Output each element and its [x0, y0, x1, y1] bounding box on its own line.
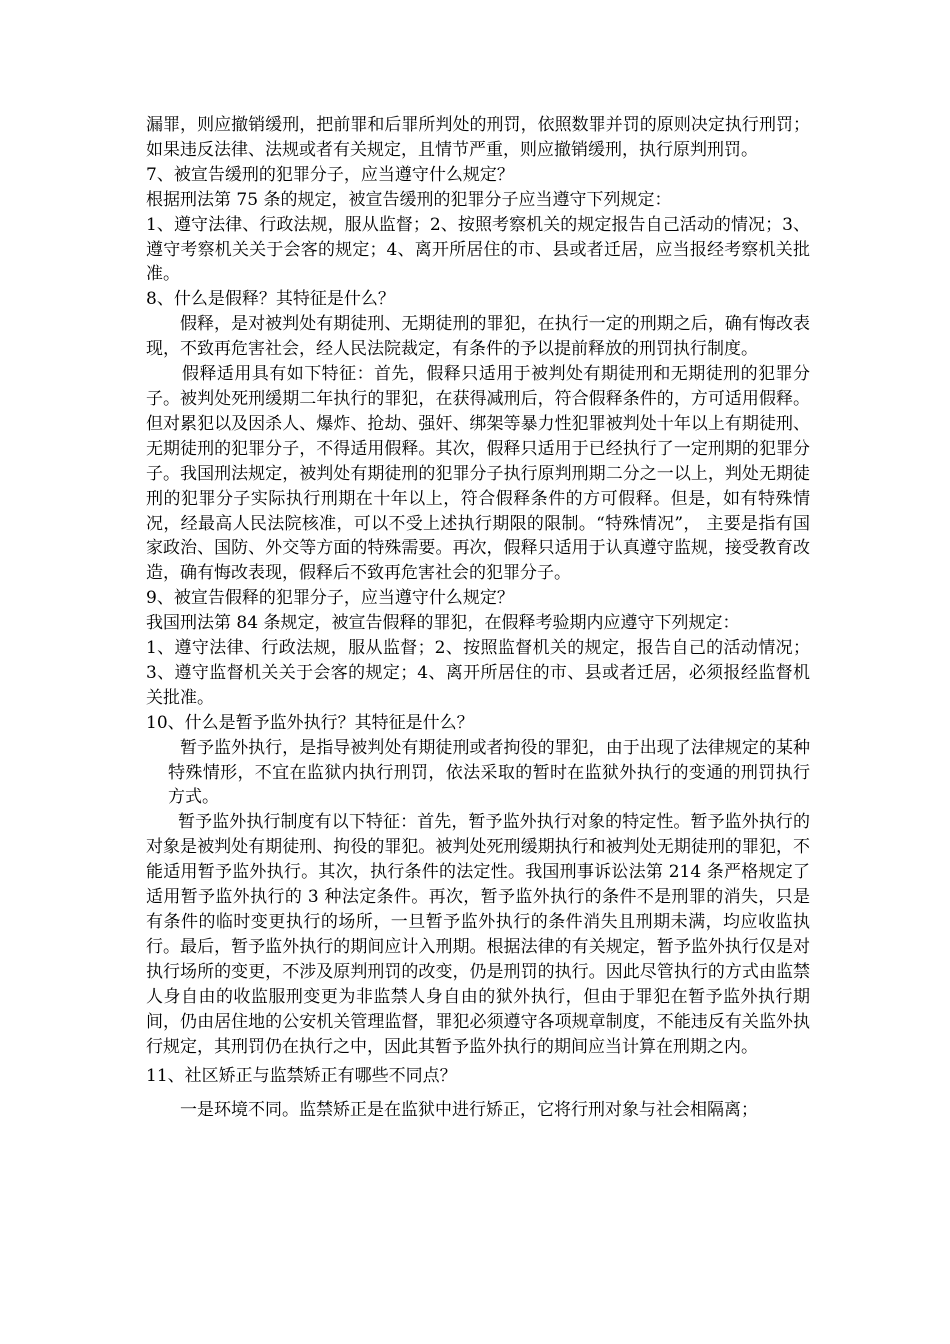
- question-heading-7: 7、被宣告缓刑的犯罪分子，应当遵守什么规定？: [146, 164, 514, 185]
- paragraph: 一是环境不同。监禁矫正是在监狱中进行矫正，它将行刑对象与社会相隔离；: [180, 1100, 758, 1121]
- question-heading-8: 8、什么是假释？其特征是什么？: [146, 289, 395, 310]
- paragraph: 暂予监外执行制度有以下特征：首先，暂予监外执行对象的特定性。暂予监外执行的对象是被判处有期徒刑、拘役的罪犯。被判处死刑缓期执行和被判处无期徒刑的罪犯，不能适用暂予监外执行。其次，执行条件的法定性。我国刑事诉讼法第 214 条严格规定了适用暂予监外执行的 3 种法定条件。再次，暂予监外执行的条件不是刑罪的消失，只是有条件的临时变更执行的场所，一旦暂予监外执行的条件消失且刑期未满，均应收监执行。最后，暂予监外执行的期间应计入刑期。根据法律的有关规定，暂予监外执行仅是对执行场所的变更，不涉及原判刑罚的改变，仍是刑罚的执行。因此尽管执行的方式由监禁人身自由的收监服刑变更为非监禁人身自由的狱外执行，但由于罪犯在暂予监外执行期间，仍由居住地的公安机关管理监督，罪犯必须遵守各项规章制度，不能违反有关监外执行规定，其刑罚仍在执行之中，因此其暂予监外执行的期间应当计算在刑期之内。: [146, 812, 810, 1057]
- question-heading-10: 10、什么是暂予监外执行？其特征是什么？: [146, 712, 474, 733]
- paragraph: 暂予监外执行，是指导被判处有期徒刑或者拘役的罪犯，由于出现了法律规定的某种特殊情形，不宜在监狱内执行刑罚，依法采取的暂时在监狱外执行的变通的刑罚执行方式。: [168, 737, 810, 808]
- paragraph: 假释，是对被判处有期徒刑、无期徒刑的罪犯，在执行一定的刑期之后，确有悔改表现，不致再危害社会，经人民法院裁定，有条件的予以提前释放的刑罚执行制度。: [146, 314, 810, 360]
- paragraph: 根据刑法第 75 条的规定，被宣告缓刑的犯罪分子应当遵守下列规定：: [146, 189, 672, 210]
- paragraph-continuation: 漏罪，则应撤销缓刑，把前罪和后罪所判处的刑罚，依照数罪并罚的原则决定执行刑罚；如果违反法律、法规或者有关规定，且情节严重，则应撤销缓刑，执行原判刑罚。: [146, 115, 810, 160]
- document-body: [146, 113, 810, 1123]
- paragraph: 1、遵守法律、行政法规，服从监督；2、按照监督机关的规定，报告自己的活动情况；3、遵守监督机关关于会客的规定；4、离开所居住的市、县或者迁居，必须报经监督机关批准。: [146, 638, 810, 708]
- paragraph: 假释适用具有如下特征：首先，假释只适用于被判处有期徒刑和无期徒刑的犯罪分子。被判处死刑缓期二年执行的罪犯，在获得减刑后，符合假释条件的，方可适用假释。但对累犯以及因杀人、爆炸、抢劫、强奸、绑架等暴力性犯罪被判处十年以上有期徒刑、无期徒刑的犯罪分子，不得适用假释。其次，假释只适用于已经执行了一定刑期的犯罪分子。我国刑法规定，被判处有期徒刑的犯罪分子执行原判刑期二分之一以上，判处无期徒刑的犯罪分子实际执行刑期在十年以上，符合假释条件的方可假释。但是，如有特殊情况，经最高人民法院核准，可以不受上述执行期限的限制。“特殊情况”， 主要是指有国家政治、国防、外交等方面的特殊需要。再次，假释只适用于认真遵守监规，接受教育改造，确有悔改表现，假释后不致再危害社会的犯罪分子。: [146, 364, 810, 584]
- paragraph: 我国刑法第 84 条规定，被宣告假释的罪犯，在假释考验期内应遵守下列规定：: [146, 613, 740, 634]
- paragraph: 1、遵守法律、行政法规，服从监督；2、按照考察机关的规定报告自己活动的情况；3、遵守考察机关关于会客的规定；4、离开所居住的市、县或者迁居，应当报经考察机关批准。: [146, 214, 810, 285]
- question-heading-9: 9、被宣告假释的犯罪分子，应当遵守什么规定？: [146, 588, 514, 609]
- question-heading-11: 11、社区矫正与监禁矫正有哪些不同点？: [146, 1066, 457, 1087]
